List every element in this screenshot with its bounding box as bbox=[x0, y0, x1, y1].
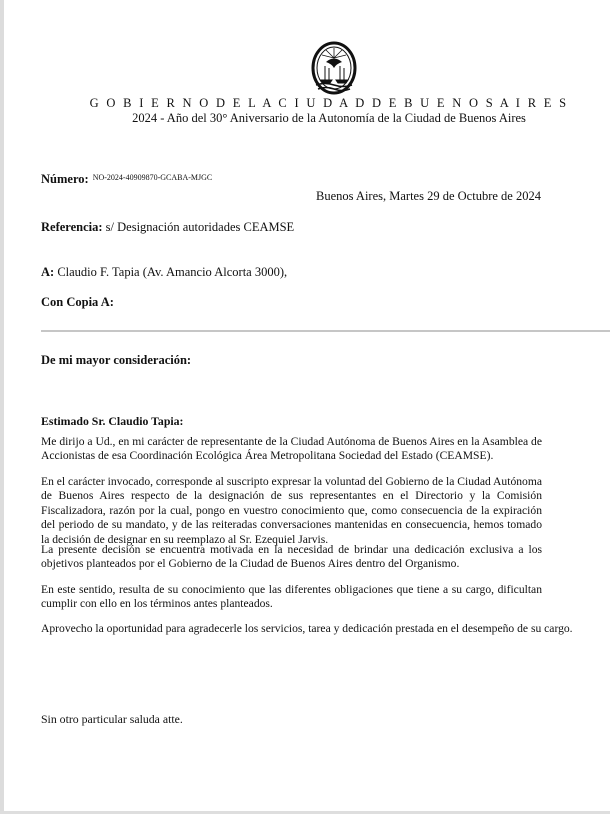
salutation: Estimado Sr. Claudio Tapia: bbox=[41, 414, 184, 428]
place-date: Buenos Aires, Martes 29 de Octubre de 2024 bbox=[316, 189, 541, 203]
numero-label: Número: bbox=[41, 172, 89, 186]
horizontal-divider bbox=[41, 330, 610, 332]
closing: Sin otro particular saluda atte. bbox=[41, 712, 183, 726]
paragraph-4: En este sentido, resulta de su conocimiento que las diferentes obligaciones que tiene a su cargo, dificultan cumplir con ello en los términos antes planteados. bbox=[41, 583, 542, 611]
referencia-value: s/ Designación autoridades CEAMSE bbox=[102, 220, 295, 234]
referencia-label: Referencia: bbox=[41, 220, 103, 234]
recipient-label: A: bbox=[41, 265, 55, 279]
government-title: G O B I E R N O D E L A C I U D A D D E B U E N O S A I R E S bbox=[89, 96, 569, 110]
numero-line bbox=[41, 172, 212, 187]
referencia-line bbox=[41, 220, 294, 235]
paragraph-3: La presente decisión se encuentra motivada en la necesidad de brindar una dedicación exclusiva a los objetivos planteados por el Gobierno de la Ciudad de Buenos Aires dentro del Organismo. bbox=[41, 543, 542, 571]
paragraph-1: Me dirijo a Ud., en mi carácter de representante de la Ciudad Autónoma de Buenos Aires en la Asamblea de Accionistas de esa Coordinación Ecológica Área Metropolitana Sociedad del Estado (CEAMSE). bbox=[41, 435, 542, 463]
document-page bbox=[4, 0, 610, 811]
con-copia-label: Con Copia A: bbox=[41, 295, 114, 309]
greeting: De mi mayor consideración: bbox=[41, 353, 192, 367]
year-motto: 2024 - Año del 30° Aniversario de la Autonomía de la Ciudad de Buenos Aires bbox=[132, 111, 526, 125]
paragraph-5: Aprovecho la oportunidad para agradecerle los servicios, tarea y dedicación prestada en el desempeño de su cargo. bbox=[41, 622, 573, 635]
recipient-line bbox=[41, 265, 287, 280]
paragraph-2: En el carácter invocado, corresponde al suscripto expresar la voluntad del Gobierno de la Ciudad Autónoma de Buenos Aires respecto de la designación de sus representantes en el Directorio y la Comisión Fiscalizadora, razón por la cual, pongo en vuestro conocimiento que, como consecuencia de la expiración del periodo de su mandato, y de las reiteradas conversaciones mantenidas en consecuencia, hemos tomado la decisión de designar en su reemplazo al Sr. Ezequiel Jarvis. bbox=[41, 475, 542, 546]
recipient-value: Claudio F. Tapia (Av. Amancio Alcorta 3000), bbox=[54, 265, 288, 279]
numero-value: NO-2024-40909870-GCABA-MJGC bbox=[92, 173, 213, 182]
coat-of-arms-icon bbox=[306, 40, 362, 96]
